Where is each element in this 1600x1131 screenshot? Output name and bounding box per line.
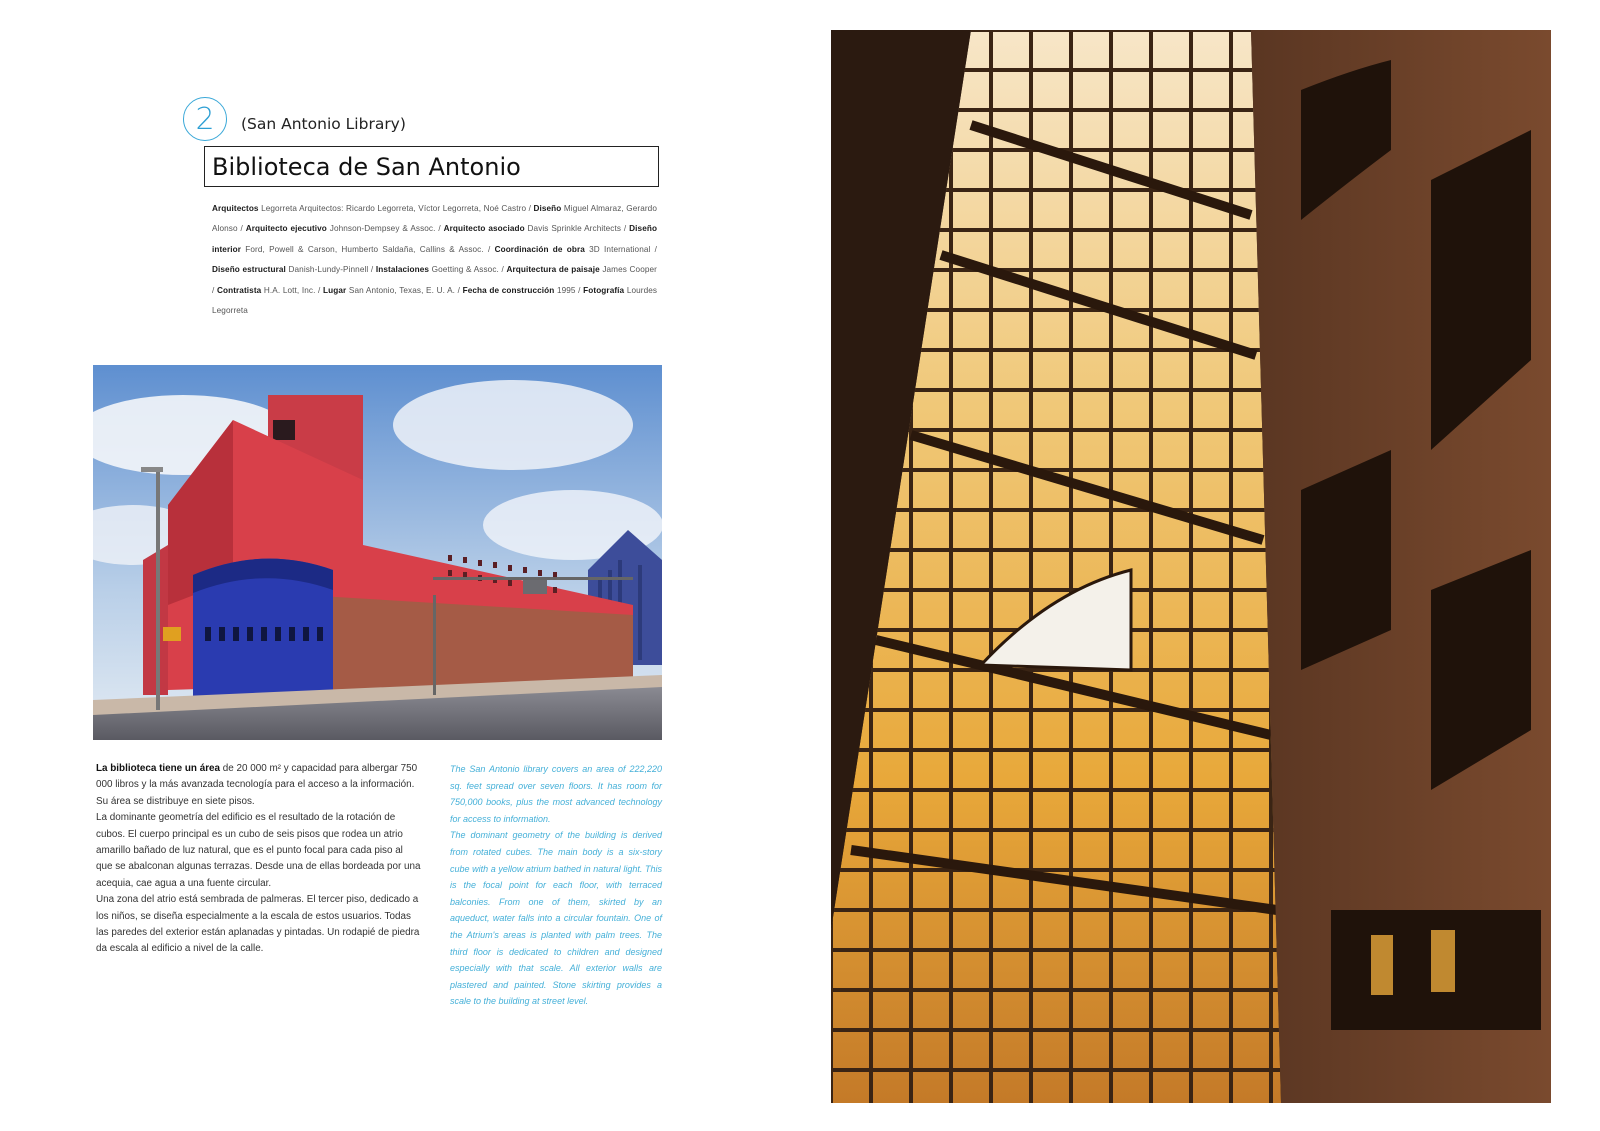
atrium-photo bbox=[831, 30, 1551, 1103]
credit-value: Lourdes Legorreta bbox=[212, 285, 658, 316]
credit-label: Instalaciones bbox=[375, 265, 430, 275]
english-paragraph-2: The dominant geometry of the building is derived from rotated cubes. The main body is a six-story cube with a yellow atrium bathed in natural light. This is the focal point for each floor, with terraced balconies. From one of them, skirted by an aqueduct, water falls into a circular fountain. One of the Atrium's areas is planted with palm trees. The third floor is dedicated to children and designed especially with that scale. All exterior walls are plastered and painted. Stone skirting provides a scale to the building at street level. bbox=[450, 830, 662, 1007]
credit-label: Coordinación de obra bbox=[494, 244, 585, 254]
exterior-photo bbox=[93, 365, 662, 740]
credit-label: Lugar bbox=[323, 285, 347, 295]
credit-value: H.A. Lott, Inc. / bbox=[263, 285, 321, 295]
credit-value: Ford, Powell & Carson, Humberto Saldaña, Callins & Assoc. / bbox=[245, 244, 491, 254]
spanish-body-text bbox=[96, 761, 421, 958]
credit-label: Contratista bbox=[216, 285, 262, 295]
credit-label: Diseño bbox=[533, 204, 562, 213]
spanish-paragraph-2: La dominante geometría del edificio es el resultado de la rotación de cubos. El cuerpo principal es un cubo de seis pisos que rodea un atrio amarillo bañado de luz natural, que es el punto focal para cada piso al que se abalconan algunas terrazas. Desde una de ellas bordeada por una acequia, cae agua a una fuente circular. bbox=[96, 812, 421, 889]
page-title: Biblioteca de San Antonio bbox=[204, 146, 659, 187]
credit-label: Arquitectura de paisaje bbox=[506, 265, 600, 275]
credit-label: Arquitecto asociado bbox=[443, 224, 525, 234]
credit-label: Arquitectos bbox=[212, 204, 259, 213]
spanish-paragraph-1-text: de 20 000 m² y capacidad para albergar 750 000 libros y la más avanzada tecnología para el acceso a la información. Su área se distribuye en siete pisos. bbox=[96, 763, 418, 807]
credit-label: Diseño estructural bbox=[212, 265, 286, 275]
credit-value: 1995 / bbox=[556, 285, 581, 295]
credit-label: Diseño interior bbox=[212, 224, 658, 254]
credit-value: San Antonio, Texas, E. U. A. / bbox=[348, 285, 461, 295]
english-body-text bbox=[450, 761, 662, 1010]
credit-value: Davis Sprinkle Architects / bbox=[527, 224, 627, 234]
spanish-lead: La biblioteca tiene un área bbox=[96, 763, 221, 774]
spanish-paragraph-3: Una zona del atrio está sembrada de palmeras. El tercer piso, dedicado a los niños, se diseña especialmente a la escala de estos usuarios. Todas las paredes del exterior están aplanadas y pintadas. Un rodapié de piedra da escala al edificio a nivel de la calle. bbox=[96, 894, 420, 955]
credit-value: 3D International / bbox=[589, 244, 658, 254]
credit-value: Johnson-Dempsey & Assoc. / bbox=[329, 224, 441, 234]
spanish-paragraph-1 bbox=[96, 761, 421, 810]
credit-value: Goetting & Assoc. / bbox=[431, 265, 504, 275]
english-paragraph-1: The San Antonio library covers an area of 222,220 sq. feet spread over seven floors. It has room for 750,000 books, plus the most advanced technology for access to information. bbox=[450, 764, 662, 824]
credit-value: Danish-Lundy-Pinnell / bbox=[288, 265, 374, 275]
credit-label: Fecha de construcción bbox=[462, 285, 555, 295]
english-title: (San Antonio Library) bbox=[241, 115, 406, 133]
credit-label: Fotografía bbox=[583, 285, 625, 295]
credit-value: Legorreta Arquitectos: Ricardo Legorreta, Víctor Legorreta, Noé Castro / bbox=[261, 204, 531, 213]
credits-block bbox=[212, 199, 657, 321]
credit-value: James Cooper / bbox=[212, 265, 657, 295]
credit-value: Miguel Almaraz, Gerardo Alonso / bbox=[212, 204, 657, 234]
credit-label: Arquitecto ejecutivo bbox=[245, 224, 327, 234]
chapter-number-badge: 2 bbox=[183, 97, 227, 141]
